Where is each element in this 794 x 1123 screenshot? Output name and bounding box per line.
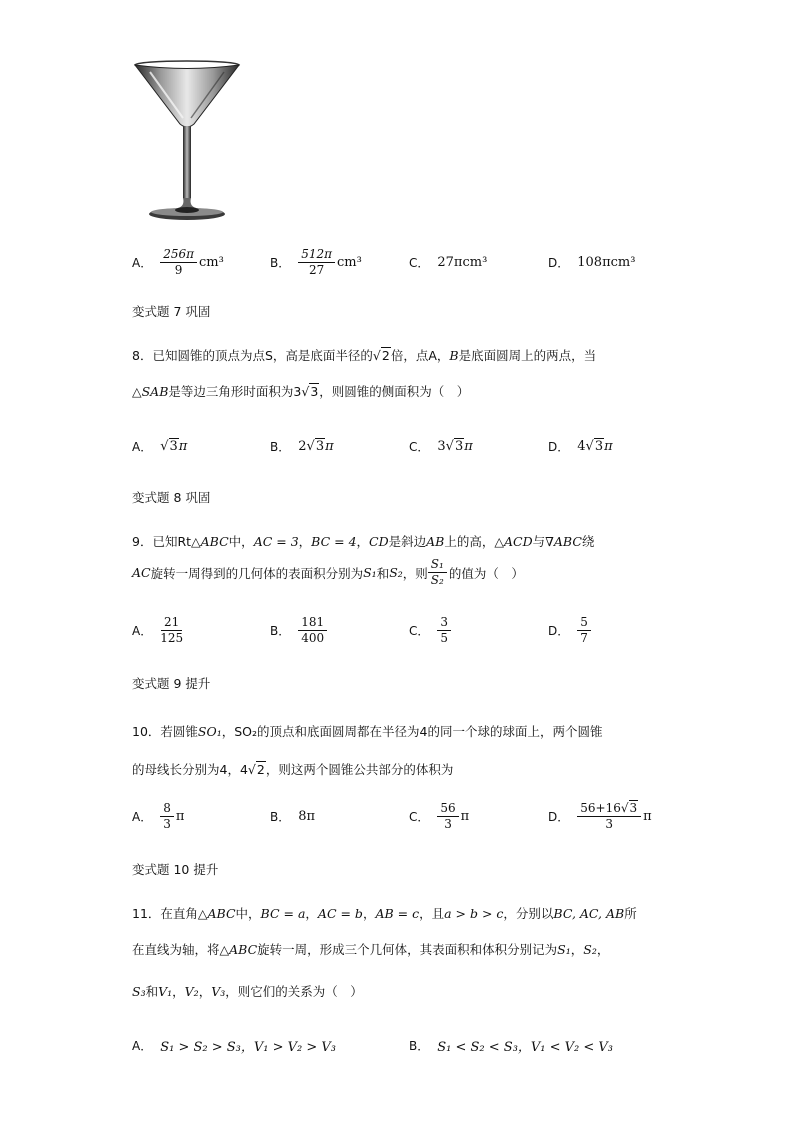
sqrt: √2 (372, 348, 390, 363)
section-heading-8: 变式题 8 巩固 (132, 490, 211, 505)
fraction: $\frac{56+16√3}{3}$ (577, 802, 641, 831)
sqrt: √3 (585, 439, 604, 454)
q9-options (132, 616, 692, 646)
question-9-line-1: 9．已知Rt△ABC中，AC = 3，BC = 4，CD是斜边AB上的高，△ACD与∇ABC绕 (132, 534, 595, 549)
question-11-line-2: 在直线为轴，将△ABC旋转一周，形成三个几何体，其表面积和体积分别记为S₁，S₂， (132, 942, 610, 957)
question-11-line-1: 11．在直角△ABC中，BC = a，AC = b，AB = c，且a > b > c，分别以BC, AC, AB所 (132, 906, 637, 921)
section-heading-10: 变式题 10 提升 (132, 862, 219, 877)
q10-option-b[interactable]: B． 8π (270, 809, 316, 824)
sqrt: √3 (301, 384, 319, 399)
fraction: $\frac{256\pi}{9}$ (160, 248, 197, 277)
section-heading-9: 变式题 9 提升 (132, 676, 211, 691)
q8-option-a[interactable]: A． √3 π (132, 439, 188, 454)
section-heading-7: 变式题 7 巩固 (132, 304, 211, 319)
sqrt: √3 (306, 439, 325, 454)
q9-option-d[interactable]: D． $\frac{5}{7}$ (548, 616, 593, 645)
q10-option-c[interactable]: C． $\frac{56}{3}$ π (409, 801, 470, 831)
question-9-line-2: AC 旋转一周得到的几何体的表面积分别为 S₁ 和 S₂ ，则 $\frac{\text{S₁}}{\text{S₂}}$ 的值为（ ） (132, 557, 524, 587)
fraction: $\frac{8}{3}$ (160, 802, 174, 831)
sqrt: √3 (445, 439, 464, 454)
q11-options (132, 1036, 692, 1066)
q11-option-a[interactable]: A． S₁ > S₂ > S₃，V₁ > V₂ > V₃ (132, 1039, 336, 1055)
option-label: A． (132, 256, 153, 270)
q8-option-b[interactable]: B． 2 √3 π (270, 439, 334, 454)
option-label: C． (409, 256, 430, 270)
q7-options (132, 248, 692, 278)
q7-option-d[interactable]: D． 108πcm³ (548, 255, 636, 270)
martini-glass-figure (128, 58, 246, 228)
question-10-line-2: 的母线长分别为4，4√2，则这两个圆锥公共部分的体积为 (132, 762, 454, 777)
q7-option-c[interactable]: C． 27πcm³ (409, 255, 488, 270)
fraction: $\frac{5}{7}$ (577, 616, 591, 645)
q7-option-b[interactable]: B． $\frac{512\pi}{27}$ cm³ (270, 247, 362, 277)
q9-option-a[interactable]: A． $\frac{21}{125}$ (132, 615, 184, 645)
q7-option-a[interactable]: A． $\frac{256\pi}{9}$ cm³ (132, 247, 224, 277)
fraction: $\frac{512\pi}{27}$ (298, 248, 335, 277)
question-11-line-3: S₃和V₁，V₂，V₃，则它们的关系为（ ） (132, 984, 363, 999)
question-10-line-1: 10．若圆锥SO₁，SO₂的顶点和底面圆周都在半径为4的同一个球的球面上，两个圆锥 (132, 724, 603, 739)
q9-option-c[interactable]: C． $\frac{3}{5}$ (409, 616, 453, 645)
q8-option-c[interactable]: C． 3 √3 π (409, 439, 473, 454)
q9-option-b[interactable]: B． $\frac{181}{400}$ (270, 616, 329, 645)
q10-option-d[interactable]: D． $\frac{56+16√3}{3}$ π (548, 801, 652, 831)
fraction: $\frac{\text{S₁}}{\text{S₂}}$ (428, 558, 447, 587)
sqrt: √3 (160, 439, 178, 454)
sqrt: √2 (247, 762, 265, 777)
question-8-line-1: 8．已知圆锥的顶点为点S，高是底面半径的√2倍，点A，B是底面圆周上的两点，当 (132, 348, 597, 363)
fraction: $\frac{181}{400}$ (298, 616, 327, 645)
option-label: B． (270, 256, 291, 270)
sqrt: √3 (620, 801, 638, 815)
q8-options (132, 438, 692, 468)
q10-options (132, 802, 692, 832)
question-8-line-2: △SAB是等边三角形时面积为3√3，则圆锥的侧面积为（ ） (132, 384, 470, 399)
q11-option-b[interactable]: B． S₁ < S₂ < S₃，V₁ < V₂ < V₃ (409, 1039, 614, 1055)
option-label: D． (548, 256, 570, 270)
q8-option-d[interactable]: D． 4 √3 π (548, 439, 613, 454)
fraction: $\frac{21}{125}$ (160, 615, 184, 645)
q10-option-a[interactable]: A． $\frac{8}{3}$ π (132, 801, 185, 831)
fraction: $\frac{56}{3}$ (437, 802, 458, 831)
fraction: $\frac{3}{5}$ (437, 616, 451, 645)
